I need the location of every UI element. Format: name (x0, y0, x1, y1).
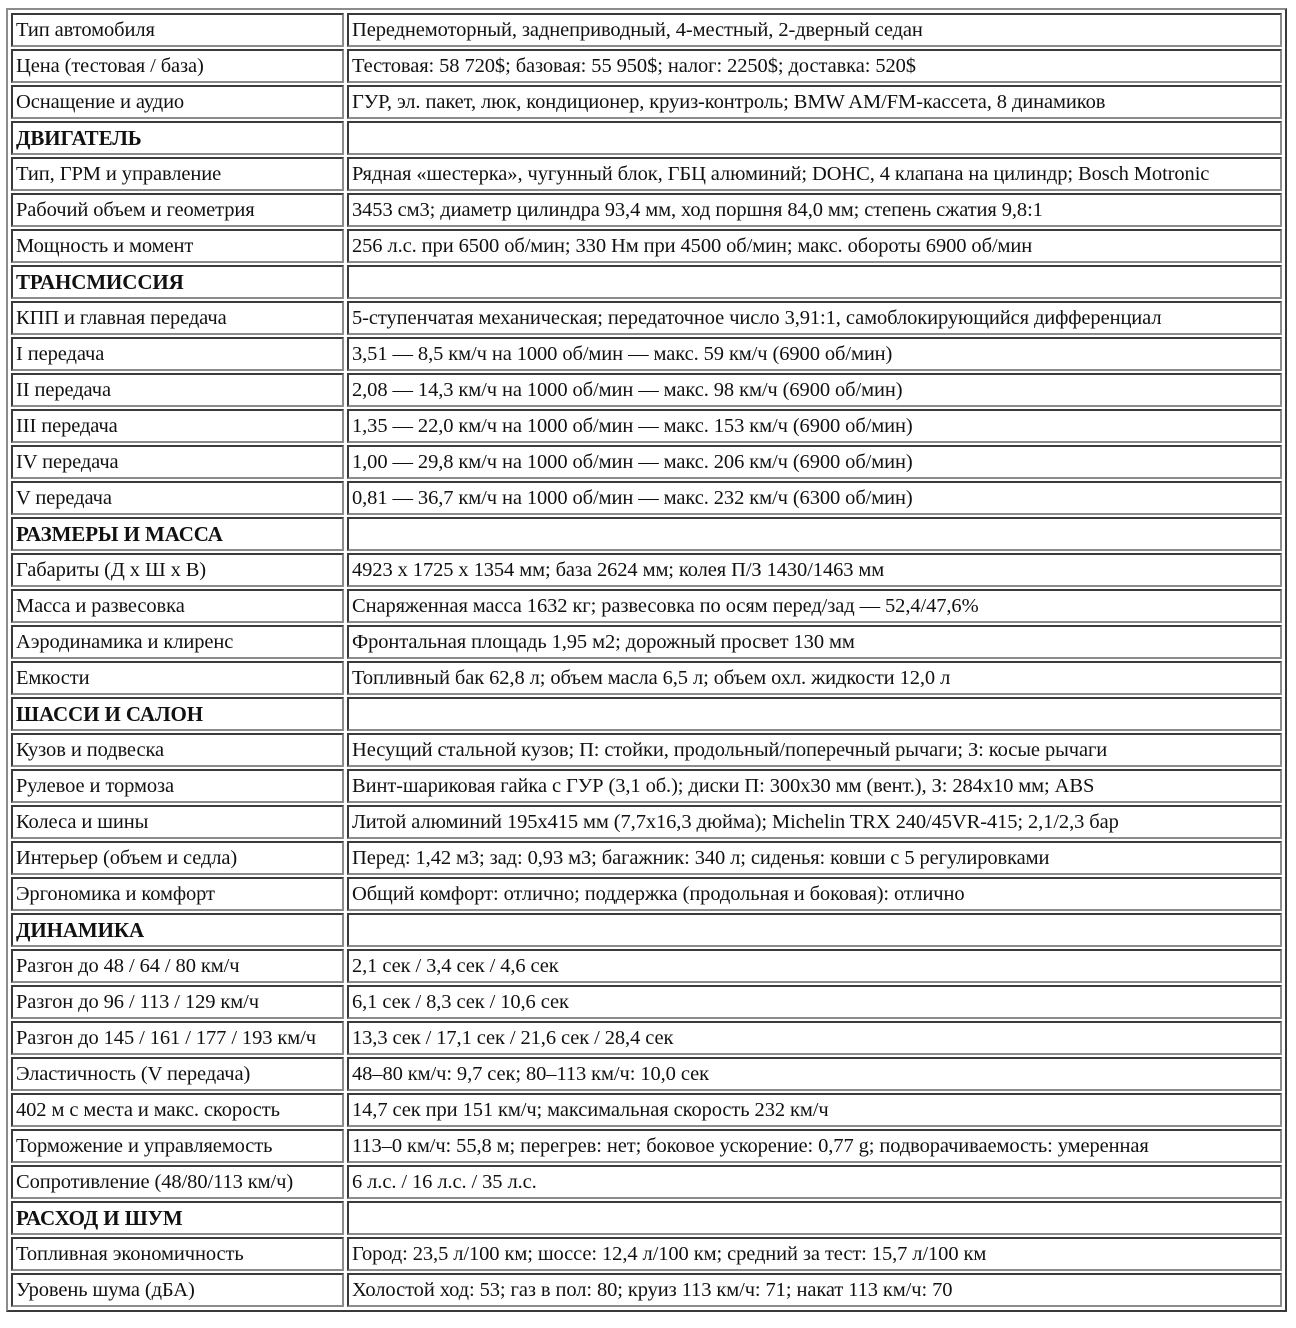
row-value: ГУР, эл. пакет, люк, кондиционер, круиз-контроль; BMW AM/FM-кассета, 8 динамиков (347, 85, 1282, 119)
section-empty-cell (347, 1201, 1282, 1235)
row-value: 14,7 сек при 151 км/ч; максимальная скорость 232 км/ч (347, 1093, 1282, 1127)
section-header-row (11, 697, 1282, 731)
table-row (11, 733, 1282, 767)
table-row (11, 589, 1282, 623)
table-row (11, 949, 1282, 983)
section-empty-cell (347, 913, 1282, 947)
row-label: Разгон до 48 / 64 / 80 км/ч (11, 949, 344, 983)
row-value: Город: 23,5 л/100 км; шоссе: 12,4 л/100 км; средний за тест: 15,7 л/100 км (347, 1237, 1282, 1271)
row-value: Снаряженная масса 1632 кг; развесовка по осям перед/зад — 52,4/47,6% (347, 589, 1282, 623)
row-value: Общий комфорт: отлично; поддержка (продольная и боковая): отлично (347, 877, 1282, 911)
row-label: Топливная экономичность (11, 1237, 344, 1271)
row-label: Цена (тестовая / база) (11, 49, 344, 83)
table-row (11, 1021, 1282, 1055)
row-label: II передача (11, 373, 344, 407)
row-value: Несущий стальной кузов; П: стойки, продольный/поперечный рычаги; З: косые рычаги (347, 733, 1282, 767)
row-label: Габариты (Д х Ш х В) (11, 553, 344, 587)
section-header-row (11, 121, 1282, 155)
section-empty-cell (347, 517, 1282, 551)
table-row (11, 1057, 1282, 1091)
spec-table-body (11, 13, 1282, 1307)
row-value: Рядная «шестерка», чугунный блок, ГБЦ алюминий; DOHC, 4 клапана на цилиндр; Bosch Motronic (347, 157, 1282, 191)
row-label: Емкости (11, 661, 344, 695)
row-label: Колеса и шины (11, 805, 344, 839)
table-row (11, 1165, 1282, 1199)
section-header-row (11, 913, 1282, 947)
section-header-row (11, 517, 1282, 551)
table-row (11, 85, 1282, 119)
table-row (11, 553, 1282, 587)
row-label: Эргономика и комфорт (11, 877, 344, 911)
section-empty-cell (347, 697, 1282, 731)
row-value: 48–80 км/ч: 9,7 сек; 80–113 км/ч: 10,0 сек (347, 1057, 1282, 1091)
section-title: ШАССИ И САЛОН (11, 697, 344, 731)
table-row (11, 373, 1282, 407)
table-row (11, 985, 1282, 1019)
table-row (11, 157, 1282, 191)
table-row (11, 49, 1282, 83)
row-label: Кузов и подвеска (11, 733, 344, 767)
table-row (11, 301, 1282, 335)
table-row (11, 337, 1282, 371)
table-row (11, 661, 1282, 695)
row-value: 3453 см3; диаметр цилиндра 93,4 мм, ход поршня 84,0 мм; степень сжатия 9,8:1 (347, 193, 1282, 227)
table-row (11, 13, 1282, 47)
row-label: Эластичность (V передача) (11, 1057, 344, 1091)
row-value: 13,3 сек / 17,1 сек / 21,6 сек / 28,4 сек (347, 1021, 1282, 1055)
table-row (11, 841, 1282, 875)
row-value: 0,81 — 36,7 км/ч на 1000 об/мин — макс. 232 км/ч (6300 об/мин) (347, 481, 1282, 515)
row-value: Холостой ход: 53; газ в пол: 80; круиз 113 км/ч: 71; накат 113 км/ч: 70 (347, 1273, 1282, 1307)
table-row (11, 625, 1282, 659)
row-label: Интерьер (объем и седла) (11, 841, 344, 875)
section-header-row (11, 265, 1282, 299)
row-value: 256 л.с. при 6500 об/мин; 330 Нм при 4500 об/мин; макс. обороты 6900 об/мин (347, 229, 1282, 263)
row-label: Разгон до 145 / 161 / 177 / 193 км/ч (11, 1021, 344, 1055)
row-label: Сопротивление (48/80/113 км/ч) (11, 1165, 344, 1199)
row-value: 5-ступенчатая механическая; передаточное число 3,91:1, самоблокирующийся дифференциал (347, 301, 1282, 335)
row-value: 6,1 сек / 8,3 сек / 10,6 сек (347, 985, 1282, 1019)
row-label: Уровень шума (дБА) (11, 1273, 344, 1307)
row-label: Аэродинамика и клиренс (11, 625, 344, 659)
row-value: Винт-шариковая гайка с ГУР (3,1 об.); диски П: 300x30 мм (вент.), З: 284x10 мм; ABS (347, 769, 1282, 803)
table-row (11, 877, 1282, 911)
row-value: Литой алюминий 195x415 мм (7,7x16,3 дюйма); Michelin TRX 240/45VR-415; 2,1/2,3 бар (347, 805, 1282, 839)
row-label: КПП и главная передача (11, 301, 344, 335)
section-empty-cell (347, 121, 1282, 155)
section-title: ТРАНСМИССИЯ (11, 265, 344, 299)
table-row (11, 193, 1282, 227)
row-label: V передача (11, 481, 344, 515)
row-value: 3,51 — 8,5 км/ч на 1000 об/мин — макс. 59 км/ч (6900 об/мин) (347, 337, 1282, 371)
section-title: РАЗМЕРЫ И МАССА (11, 517, 344, 551)
table-row (11, 769, 1282, 803)
row-label: Рулевое и тормоза (11, 769, 344, 803)
row-value: Переднемоторный, заднеприводный, 4-местный, 2-дверный седан (347, 13, 1282, 47)
row-value: 1,00 — 29,8 км/ч на 1000 об/мин — макс. 206 км/ч (6900 об/мин) (347, 445, 1282, 479)
row-value: Фронтальная площадь 1,95 м2; дорожный просвет 130 мм (347, 625, 1282, 659)
section-empty-cell (347, 265, 1282, 299)
row-label: I передача (11, 337, 344, 371)
row-label: Оснащение и аудио (11, 85, 344, 119)
row-value: 113–0 км/ч: 55,8 м; перегрев: нет; боковое ускорение: 0,77 g; подворачиваемость: умеренная (347, 1129, 1282, 1163)
row-value: 1,35 — 22,0 км/ч на 1000 об/мин — макс. 153 км/ч (6900 об/мин) (347, 409, 1282, 443)
table-row (11, 409, 1282, 443)
row-value: Перед: 1,42 м3; зад: 0,93 м3; багажник: 340 л; сиденья: ковши с 5 регулировками (347, 841, 1282, 875)
row-label: IV передача (11, 445, 344, 479)
row-label: Мощность и момент (11, 229, 344, 263)
row-label: Тип, ГРМ и управление (11, 157, 344, 191)
table-row (11, 1237, 1282, 1271)
table-row (11, 805, 1282, 839)
table-row (11, 229, 1282, 263)
row-label: Рабочий объем и геометрия (11, 193, 344, 227)
row-label: 402 м с места и макс. скорость (11, 1093, 344, 1127)
table-row (11, 1093, 1282, 1127)
row-value: 4923 х 1725 х 1354 мм; база 2624 мм; колея П/З 1430/1463 мм (347, 553, 1282, 587)
section-title: РАСХОД И ШУМ (11, 1201, 344, 1235)
row-label: Разгон до 96 / 113 / 129 км/ч (11, 985, 344, 1019)
section-header-row (11, 1201, 1282, 1235)
row-value: 6 л.с. / 16 л.с. / 35 л.с. (347, 1165, 1282, 1199)
row-label: Торможение и управляемость (11, 1129, 344, 1163)
row-label: III передача (11, 409, 344, 443)
spec-table (6, 8, 1287, 1312)
row-label: Масса и развесовка (11, 589, 344, 623)
row-value: 2,1 сек / 3,4 сек / 4,6 сек (347, 949, 1282, 983)
table-row (11, 445, 1282, 479)
row-label: Тип автомобиля (11, 13, 344, 47)
row-value: Тестовая: 58 720$; базовая: 55 950$; налог: 2250$; доставка: 520$ (347, 49, 1282, 83)
section-title: ДИНАМИКА (11, 913, 344, 947)
table-row (11, 1273, 1282, 1307)
section-title: ДВИГАТЕЛЬ (11, 121, 344, 155)
table-row (11, 481, 1282, 515)
row-value: 2,08 — 14,3 км/ч на 1000 об/мин — макс. 98 км/ч (6900 об/мин) (347, 373, 1282, 407)
row-value: Топливный бак 62,8 л; объем масла 6,5 л; объем охл. жидкости 12,0 л (347, 661, 1282, 695)
table-row (11, 1129, 1282, 1163)
